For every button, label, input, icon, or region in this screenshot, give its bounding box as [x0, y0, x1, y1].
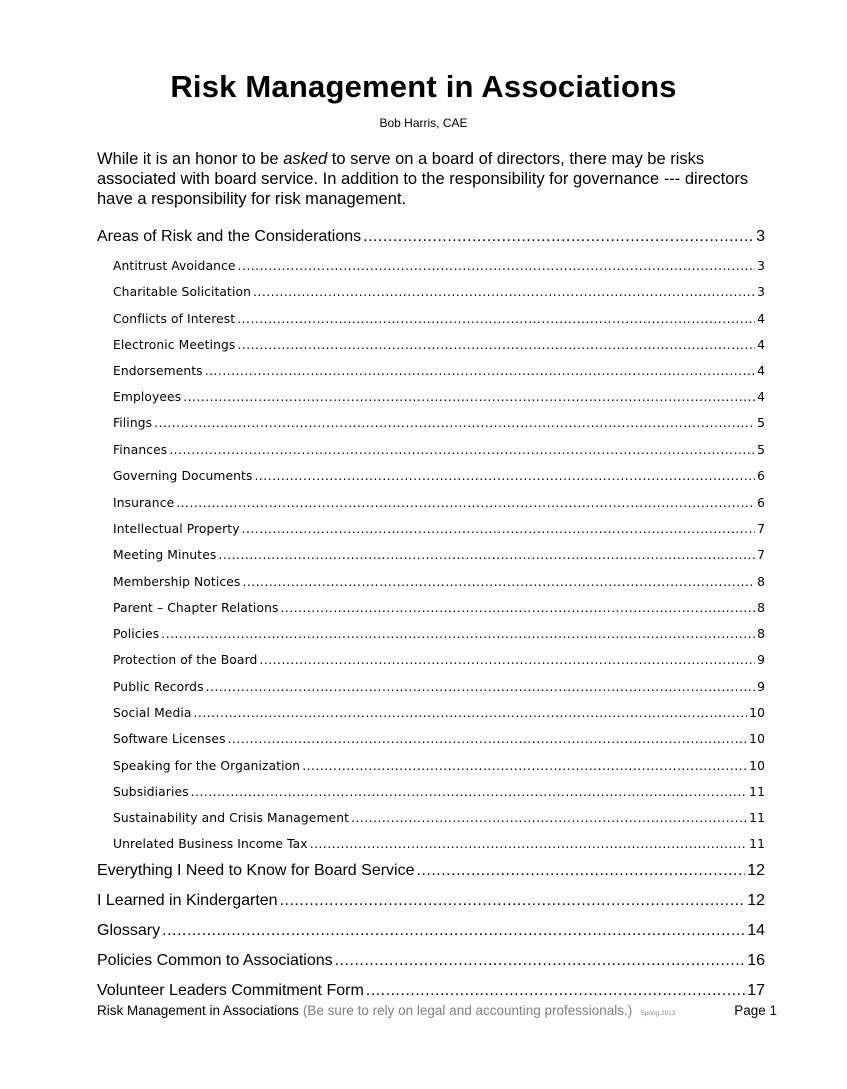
toc-page-number: 8 [757, 627, 765, 641]
toc-leader [161, 627, 755, 641]
toc-page-number: 9 [757, 680, 765, 694]
toc-entry[interactable] [113, 785, 765, 799]
toc-page-number: 10 [749, 706, 765, 720]
toc-page-number: 14 [747, 922, 765, 939]
toc-leader [238, 259, 756, 273]
toc-entry[interactable] [113, 285, 765, 299]
toc-entry-label: Everything I Need to Know for Board Service [97, 862, 415, 879]
toc-page-number: 4 [757, 312, 765, 326]
toc-entry-label: Unrelated Business Income Tax [113, 837, 308, 851]
page-footer [97, 1003, 777, 1018]
intro-paragraph [97, 149, 757, 209]
toc-entry-label: Sustainability and Crisis Management [113, 811, 350, 825]
toc-leader [205, 364, 755, 378]
toc-entry-label: Parent – Chapter Relations [113, 601, 279, 615]
toc-page-number: 16 [747, 952, 765, 969]
toc-entry[interactable] [113, 627, 765, 641]
toc-entry-label: Electronic Meetings [113, 338, 236, 352]
toc-leader [218, 548, 755, 562]
toc-entry-label: I Learned in Kindergarten [97, 892, 278, 909]
toc-entry[interactable] [113, 443, 765, 457]
toc-leader [169, 443, 755, 457]
toc-entry-label: Protection of the Board [113, 653, 258, 667]
toc-page-number: 5 [757, 416, 765, 430]
toc-entry[interactable] [113, 496, 765, 510]
intro-text-before: While it is an honor to be [97, 150, 284, 168]
toc-entry[interactable] [113, 338, 765, 352]
toc-page-number: 10 [749, 759, 765, 773]
toc-page-number: 9 [757, 653, 765, 667]
toc-page-number: 7 [757, 548, 765, 562]
toc-leader [237, 312, 755, 326]
toc-leader [253, 285, 755, 299]
toc-entry[interactable] [113, 259, 765, 273]
toc-leader [206, 680, 755, 694]
toc-leader [162, 922, 745, 940]
toc-entry-label: Employees [113, 390, 182, 404]
intro-emphasis: asked [283, 150, 328, 168]
toc-page-number: 8 [757, 575, 765, 589]
toc-leader [228, 732, 748, 746]
footer-note: (Be sure to rely on legal and accounting professionals.) [302, 1003, 633, 1018]
footer-page-number: Page 1 [734, 1003, 777, 1018]
toc-entry[interactable] [113, 469, 765, 483]
toc-entry[interactable] [97, 892, 765, 910]
toc-leader [176, 496, 755, 510]
toc-entry-label: Social Media [113, 706, 192, 720]
toc-entry-label: Subsidiaries [113, 785, 189, 799]
toc-entry-label: Finances [113, 443, 168, 457]
toc-entry-label: Public Records [113, 680, 204, 694]
toc-leader [335, 952, 746, 970]
toc-leader [242, 522, 755, 536]
toc-entry-label: Policies Common to Associations [97, 952, 333, 969]
toc-entry[interactable] [97, 982, 765, 1000]
intro-text-after: to serve on a board of directors, there may be risks associated with board service. In addition to the responsibility for governance --- directors have a responsibility for risk management. [97, 150, 749, 208]
toc-entry-label: Speaking for the Organization [113, 759, 301, 773]
toc-leader [237, 338, 755, 352]
toc-page-number: 10 [749, 732, 765, 746]
toc-entry-label: Software Licenses [113, 732, 226, 746]
toc-entry-label: Conflicts of Interest [113, 312, 236, 326]
toc-leader [242, 575, 755, 589]
toc-leader [194, 706, 748, 720]
toc-entry-label: Membership Notices [113, 575, 241, 589]
document-title: Risk Management in Associations [170, 69, 677, 104]
toc-page-number: 6 [757, 496, 765, 510]
toc-leader [280, 892, 746, 910]
toc-entry-label: Glossary [97, 922, 161, 939]
toc-page-number: 3 [757, 285, 765, 299]
toc-entry-label: Filings [113, 416, 153, 430]
toc-entry-label: Governing Documents [113, 469, 253, 483]
toc-page-number: 17 [747, 982, 765, 999]
toc-entry[interactable] [113, 575, 765, 589]
toc-entry[interactable] [97, 922, 765, 940]
toc-page-number: 12 [747, 892, 765, 909]
toc-entry[interactable] [113, 522, 765, 536]
toc-page-number: 6 [757, 469, 765, 483]
toc-page-number: 11 [749, 785, 765, 799]
toc-leader [363, 228, 754, 246]
toc-entry[interactable] [113, 601, 765, 615]
toc-page-number: 11 [749, 837, 765, 851]
toc-entry[interactable] [113, 680, 765, 694]
toc-entry-label: Antitrust Avoidance [113, 259, 236, 273]
toc-entry-label: Intellectual Property [113, 522, 240, 536]
toc-entry-label: Volunteer Leaders Commitment Form [97, 982, 364, 999]
toc-page-number: 3 [756, 228, 765, 245]
toc-entry[interactable] [113, 837, 765, 851]
toc-entry[interactable] [113, 759, 765, 773]
toc-page-number: 4 [757, 364, 765, 378]
toc-entry[interactable] [113, 390, 765, 404]
toc-entry[interactable] [97, 228, 765, 246]
toc-entry[interactable] [113, 312, 765, 326]
toc-leader [351, 811, 747, 825]
footer-season: Spring 2013 [640, 1010, 676, 1017]
toc-page-number: 8 [757, 601, 765, 615]
toc-entry[interactable] [97, 862, 765, 880]
document-author: Bob Harris, CAE [379, 116, 468, 130]
toc-entry[interactable] [113, 811, 765, 825]
toc-entry-label: Endorsements [113, 364, 203, 378]
toc-entry[interactable] [113, 364, 765, 378]
toc-leader [280, 601, 755, 615]
toc-leader [259, 653, 755, 667]
toc-entry-label: Areas of Risk and the Considerations [97, 228, 362, 245]
footer-title: Risk Management in Associations [97, 1003, 299, 1018]
toc-leader [254, 469, 755, 483]
toc-entry[interactable] [97, 952, 765, 970]
toc-entry[interactable] [113, 732, 765, 746]
toc-page-number: 3 [757, 259, 765, 273]
toc-leader [183, 390, 755, 404]
toc-leader [154, 416, 755, 430]
toc-entry[interactable] [113, 706, 765, 720]
toc-leader [191, 785, 748, 799]
toc-page-number: 5 [757, 443, 765, 457]
toc-leader [366, 982, 745, 1000]
toc-entry[interactable] [113, 653, 765, 667]
toc-entry-label: Policies [113, 627, 160, 641]
toc-leader [417, 862, 746, 880]
toc-page-number: 7 [757, 522, 765, 536]
toc-leader [310, 837, 747, 851]
toc-page-number: 12 [747, 862, 765, 879]
toc-page-number: 11 [749, 811, 765, 825]
toc-entry-label: Meeting Minutes [113, 548, 217, 562]
toc-page-number: 4 [757, 390, 765, 404]
toc-page-number: 4 [757, 338, 765, 352]
toc-leader [302, 759, 747, 773]
toc-entry[interactable] [113, 416, 765, 430]
toc-entry-label: Insurance [113, 496, 175, 510]
toc-entry-label: Charitable Solicitation [113, 285, 251, 299]
toc-entry[interactable] [113, 548, 765, 562]
